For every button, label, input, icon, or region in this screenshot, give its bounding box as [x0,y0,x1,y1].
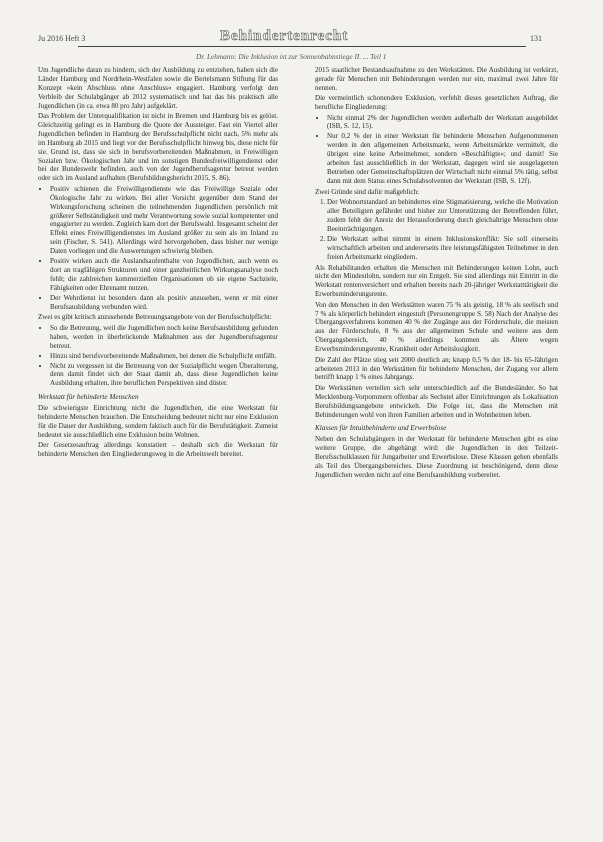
page-number: 131 [530,34,542,43]
issue-label: Ju 2016 Heft 3 [38,34,86,43]
list-item: • Der Wehrdienst ist besonders dann als positiv anzusehen, wenn er mit einer Berufsausbildung verbunden wird. [50,294,278,312]
paragraph: Zwei Gründe sind dafür maßgeblich: [315,187,420,196]
list-item: 2. Die Werkstatt selbst nimmt in einem Inklusionskonflikt: Sie soll einerseits wirtschaftlich arbeiten und andererseits ihre leistungsfähigsten Teilnehmer in den freien Arbeitsmarkt eingliedern. [327,235,558,262]
list-item: • Nicht einmal 2% der Jugendlichen werden außerhalb der Werkstatt ausgebildet (ISB, S. 12, 15). [327,114,558,132]
header-rule [78,46,526,47]
list-item: • Nur 0,2 % der in einer Werkstatt für behinderte Menschen Aufgenommenen werden in den allgemeinen Arbeitsmarkt, wenn Arbeitsmärkte vermittelt, die übrigen eine keine Arbeitnehmer, sondern »Beschäftigte«; und damit! Sie arbeiten fast ausschließlich in der Werkstatt, dagegen wird sie ausgelagerten Betrieben oder Gemeinschaftsplätzen der Wirtschaft nicht einmal 5% tätig, selbst dann mit dem Status eines Schulabsolventen der Werkstatt (ISB, S. 12f). [327,132,558,185]
section-heading: Klassen für Intuitbehinderte und Erwerbslose [315,424,447,433]
paragraph: Neben den Schulabgängern in der Werkstatt für behinderte Menschen gibt es eine weitere Gruppe, die abgehängt wird: die Jugendlichen in den Teilzeit-Berufsschulklassen für Jungarbeiter und Erwerbslose. Diese Klassen gehen ebenfalls als Teil des Übergangsbereiches. Diese Zuordnung ist beschönigend, denn diese Jugendlichen werden nicht auf eine Berufsausbildung vorbereitet. [315,435,558,479]
section-heading: Werkstatt für behinderte Menschen [38,393,139,402]
list-item: • So die Betreuung, weil die Jugendlichen noch keine Berufsausbildung gefunden haben, werden in überbrückende Maßnahmen aus der Jugendberufsagentur betreut. [50,324,278,351]
list-item: 1. Der Wohnortstandard an behindertes eine Stigmatisierung, welche die Motivation aller Beteiligten gefährdet und bisher zur Unterstützung der Betreffenden führt, zudem fehlt der Anreiz der Herausforderung durch gleichaltrige Menschen ohne Beeinträchtigungen. [327,198,558,234]
right-column [315,66,558,481]
paragraph: Das Problem der Unterqualifikation ist nicht in Bremen und Hamburg bis es gelöst. Gleichzeitig gelingt es in Hamburg die Quote der Aussteiger. Fast ein Viertel aller Jugendlichen befinden in Hamburg der Berufsschulpflicht nicht nach, 5% mehr als im Hamburg ab 2015 und liegt vor der Berufsschulpflicht hinweg bis, diese nicht für sie. Grund ist, dass sie sich in berufsvorbereitenden Maßnahmen, in Freiwilligen Sozialen bzw. Ökologischen Jahr und im sonstigen Bundesfreiwilligendienst oder bei der Bundeswehr befinden, auch von der Jugendberufsagentur betreut werden oder sich im Ausland aufhalten (Berufsbildungsbericht 2015, S. 86). [38,112,278,183]
paragraph: Die vermeintlich schonendere Exklusion, verfehlt dieses gesetzlichen Auftrag, die berufliche Eingliederung: [315,94,558,112]
bullet-list [38,324,278,388]
list-item: • Nicht zu vergessen ist die Betreuung von der Sozialpflicht wegen Überalterung, denn damit findet sich der Staat damit ab, dass diese Jugendlichen keine Ausbildung erhalten, ihre beruflichen Perspektiven sind düster. [50,362,278,389]
list-item: • Positiv wirken auch die Auslandsaufenthalte von Jugendlichen, auch wenn es dort an tragfähigen Strukturen und einer ganzheitlichen Wirkungsanalyse noch fehlt; die zahlreichen kommerziellen Organisationen ob sie eigene Sachziele, Fähigkeiten oder Ehrenamt nutzen. [50,257,278,293]
paragraph: Um Jugendliche daran zu hindern, sich der Ausbildung zu entziehen, haben sich die Länder Hamburg und Nordrhein-Westfalen sowie die Bertelsmann Stiftung für das Konzept »kein Abschluss ohne Anschluss« engagiert. Hamburg verfolgt den Verbleib der Schulabgänger ab 2012 systematisch und hat das bis praktisch alle Jugendlichen (in ca. etwa 80 pro Jahr) aufgeklärt. [38,66,278,110]
article-running-head: Dr. Lehmann: Die Inklusion ist zur Sonnenbahnstiege II. ... Teil 1 [196,52,387,61]
paragraph: 2015 staatlicher Bestandsaufnahme zu den Werkstätten. Die Ausbildung ist verkürzt, gerade für Menschen mit Behinderungen werden nur ein, maximal zwei Jahre für nennen. [315,66,558,92]
numbered-list [315,198,558,261]
paragraph: Zwei es gibt kritisch anzusehende Betreuungsangebote von der Berufsschulpflicht: [38,313,272,322]
paragraph: Als Rehabilitanden erhalten die Menschen mit Behinderungen keinen Lohn, auch nicht den Mindestlohn, sondern nur ein Entgelt. Sie sind allerdings mit Eintritt in die Werkstatt rentenversichert und erhalten bereits nach 20-jähriger Werkstatttätigkeit die Erwerbsminderungsrente. [315,263,558,299]
paragraph: Von den Menschen in den Werkstätten waren 75 % als geistig, 18 % als seelisch und 7 % als körperlich behindert eingestuft (Personengruppe S. 58) Nach der Analyse des Übergangsverfahrens kommen 40 % der Zugänge aus der Förderschule, die meisten aus der Förderschule, 8 % aus der allgemeinen Schule und weitere aus dem Übergangsbereich, 40 % allerdings kommen als Ältere wegen Erwerbsminderungsrente, Krankheit oder Arbeitslosigkeit. [315,300,558,354]
paragraph: Die Werkstätten verteilen sich sehr unterschiedlich auf die Bundesländer. So hat Mecklenburg-Vorpommern offenbar als Sechstel aller Einrichtungen als Lokalisation Berufsbildungsangebote entwickelt. Die Folge ist, dass die Menschen mit Behinderungen wohl von ihren Familien arbeiten und in Wohnheimen leben. [315,383,558,419]
paragraph: Die schwierigste Einrichtung nicht die Jugendlichen, die eine Werkstatt für behinderte Menschen brauchen. Die Entscheidung bedeutet nicht nur eine Exklusion für die Dauer der Ausbildung, sondern faktisch auch für die Berufstätigkeit. Zumeist bedeutet sie ausschließlich eine Exklusion beim Wohnen. [38,404,278,439]
bullet-list [38,185,278,312]
paragraph: Der Gesetzesauftrag allerdings konstatiert – deshalb sich die Werkstatt für behinderte Menschen den Eingliederungsweg in die Arbeitswelt bereitet. [38,441,278,459]
list-item: • Positiv schienen die Freiwilligendienste wie das Freiwillige Soziale oder Ökologische Jahr zu wirken. Bei aller Vorsicht gegenüber dem Stand der Wirkungsforschung scheinen die teilnehmenden Jugendlichen persönlich mit größerer Selbständigkeit und mehr Verantwortung sowie sozial kompetenter und engagierter zu werden. Zugleich kam dort der Berufswahl. Insgesamt scheint der Effekt eines Freiwilligendienstes im Ausland größer zu sein als im Inland zu sein (Fischer, S. 541). Allerdings wird hervorgehoben, dass bisher nur wenige Daten vorliegen und die Auswertungen schwierig bleiben. [50,185,278,256]
journal-title: Behindertenrecht [220,28,349,44]
bullet-list [315,114,558,186]
left-column [38,66,278,461]
paragraph: Die Zahl der Plätze stieg seit 2000 deutlich an; knapp 0,5 % der 18- bis 65-Jährigen arbeiteten 2013 in den Werkstätten für behinderte Menschen, der Zugang vor allem betrifft knapp 1 % eines Jahrgangs. [315,355,558,382]
list-item: • Hinzu sind berufsvorbereitende Maßnahmen, bei denen die Schulpflicht entfällt. [50,352,278,361]
